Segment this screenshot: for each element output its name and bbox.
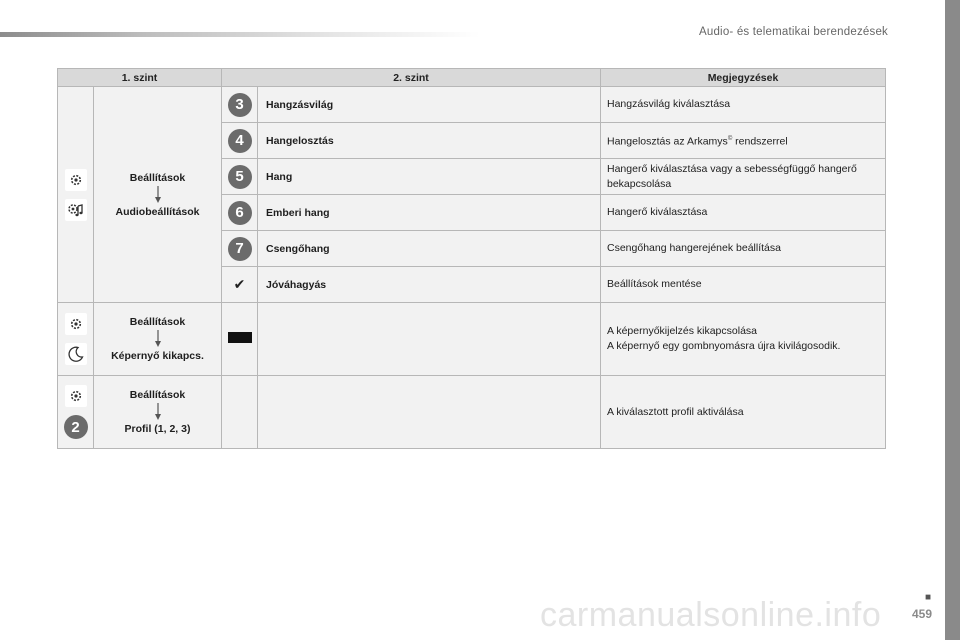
column-header-level1: 1. szint — [58, 69, 222, 87]
badge-cell — [222, 87, 258, 123]
note-line: A képernyő egy gombnyomásra újra kivilágosodik. — [607, 340, 841, 352]
badge-cell — [222, 159, 258, 195]
level2-empty — [258, 376, 601, 449]
down-arrow-icon — [154, 186, 162, 204]
note-cell — [601, 303, 886, 376]
table-header-row — [58, 69, 886, 87]
number-badge-6: 6 — [228, 201, 252, 225]
level2-empty — [258, 303, 601, 376]
table-row — [58, 87, 886, 123]
table-row — [58, 303, 886, 376]
note-cell: A kiválasztott profil aktiválása — [601, 376, 886, 449]
note-cell — [601, 123, 886, 159]
level1-profile-label: Profil (1, 2, 3) — [124, 423, 191, 435]
screen-icons-cell — [58, 303, 94, 376]
profile-badge-wrap — [58, 415, 93, 439]
level1-settings-label: Beállítások — [129, 389, 186, 401]
top-decor-bar — [0, 32, 480, 37]
number-badge-2: 2 — [64, 415, 88, 439]
page-number: 459 — [912, 607, 933, 621]
settings-gear-icon — [65, 169, 87, 191]
down-arrow-icon — [154, 330, 162, 348]
badge-cell-empty — [222, 376, 258, 449]
down-arrow-icon — [154, 403, 162, 421]
number-badge-3: 3 — [228, 93, 252, 117]
level1-screen-off-label: Képernyő kikapcs. — [111, 350, 204, 362]
note-cell: Csengőhang hangerejének beállítása — [601, 231, 886, 267]
number-badge-4: 4 — [228, 129, 252, 153]
screen-level1-cell — [94, 303, 222, 376]
side-stripe — [945, 0, 960, 640]
badge-cell — [222, 195, 258, 231]
note-text: Hangelosztás az Arkamys — [607, 135, 728, 148]
note-text-end: rendszerrel — [732, 135, 788, 148]
note-cell: Hangerő kiválasztása vagy a sebességfüggő hangerő bekapcsolása — [601, 159, 886, 195]
badge-cell — [222, 303, 258, 376]
level1-audio-label: Audiobeállítások — [115, 205, 200, 218]
page-marker-dot: ■ — [925, 592, 932, 603]
copyright-mark: © — [727, 135, 733, 142]
note-line: A képernyőkijelzés kikapcsolása — [607, 325, 757, 337]
level2-label: Hangzásvilág — [258, 87, 601, 123]
number-badge-5: 5 — [228, 165, 252, 189]
level2-label: Hang — [258, 159, 601, 195]
table-row — [58, 376, 886, 449]
level2-label: Hangelosztás — [258, 123, 601, 159]
level1-settings-label: Beállítások — [129, 171, 186, 184]
note-cell: Hangzásvilág kiválasztása — [601, 87, 886, 123]
badge-cell — [222, 267, 258, 303]
profile-level1-cell — [94, 376, 222, 449]
level2-label: Csengőhang — [258, 231, 601, 267]
settings-gear-icon — [65, 313, 87, 335]
settings-table — [57, 68, 886, 449]
screen-off-icon — [228, 332, 252, 343]
audio-level1-cell — [94, 87, 222, 303]
column-header-level2: 2. szint — [222, 69, 601, 87]
moon-icon — [65, 343, 87, 365]
level2-label: Jóváhagyás — [258, 267, 601, 303]
level1-settings-label: Beállítások — [129, 316, 186, 328]
number-badge-7: 7 — [228, 237, 252, 261]
badge-cell — [222, 231, 258, 267]
checkmark-icon: ✔ — [233, 276, 246, 292]
watermark: carmanualsonline.info — [540, 596, 882, 634]
note-cell: Hangerő kiválasztása — [601, 195, 886, 231]
audio-settings-icon — [65, 199, 87, 221]
settings-gear-icon — [65, 385, 87, 407]
level2-label: Emberi hang — [258, 195, 601, 231]
note-cell: Beállítások mentése — [601, 267, 886, 303]
column-header-notes: Megjegyzések — [601, 69, 886, 87]
badge-cell — [222, 123, 258, 159]
chapter-title: Audio- és telematikai berendezések — [699, 26, 888, 38]
audio-icons-cell — [58, 87, 94, 303]
profile-icons-cell — [58, 376, 94, 449]
